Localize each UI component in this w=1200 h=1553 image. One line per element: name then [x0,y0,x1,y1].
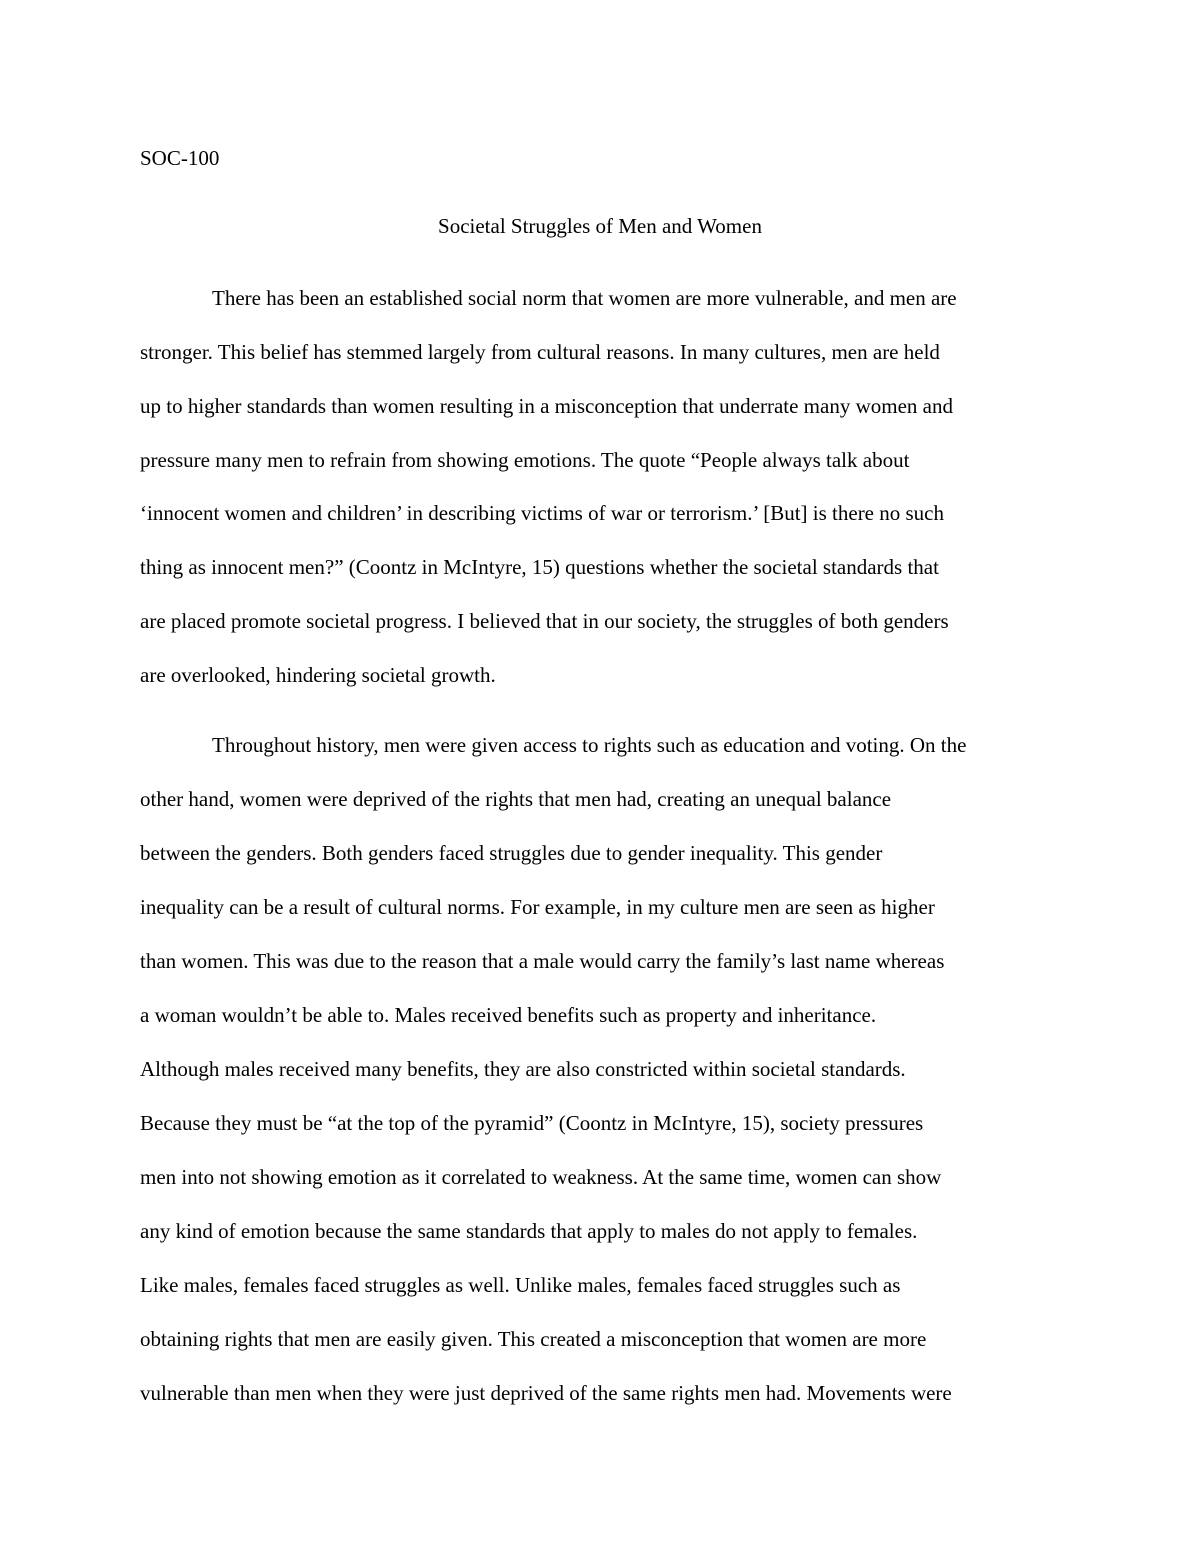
paragraph-line: Throughout history, men were given access to rights such as education and voting. On the [212,733,967,757]
paragraph-line: vulnerable than men when they were just deprived of the same rights men had. Movements were [140,1381,952,1405]
paragraph-line: men into not showing emotion as it correlated to weakness. At the same time, women can show [140,1165,942,1189]
paragraph-line: Although males received many benefits, they are also constricted within societal standards. [140,1057,906,1081]
paragraph-line: other hand, women were deprived of the rights that men had, creating an unequal balance [140,787,892,811]
paragraph-line: are overlooked, hindering societal growth. [140,663,496,687]
paragraph-line: stronger. This belief has stemmed largely from cultural reasons. In many cultures, men are held [140,340,940,364]
paragraph-line: are placed promote societal progress. I believed that in our society, the struggles of both genders [140,609,949,633]
paragraph-line: a woman wouldn’t be able to. Males received benefits such as property and inheritance. [140,1003,877,1027]
paragraph-line: ‘innocent women and children’ in describing victims of war or terrorism.’ [But] is there no such [140,501,944,525]
paragraph-line: thing as innocent men?” (Coontz in McIntyre, 15) questions whether the societal standards that [140,555,939,579]
paragraph-line: than women. This was due to the reason that a male would carry the family’s last name whereas [140,949,945,973]
paragraph-line: between the genders. Both genders faced struggles due to gender inequality. This gender [140,841,883,865]
paragraph-line: There has been an established social norm that women are more vulnerable, and men are [212,286,957,310]
paragraph-line: obtaining rights that men are easily given. This created a misconception that women are more [140,1327,927,1351]
paragraph-line: Like males, females faced struggles as well. Unlike males, females faced struggles such as [140,1273,901,1297]
document-title: Societal Struggles of Men and Women [438,214,762,238]
paragraph-line: any kind of emotion because the same standards that apply to males do not apply to females. [140,1219,918,1243]
paragraph-line: pressure many men to refrain from showing emotions. The quote “People always talk about [140,448,910,472]
paragraph-line: up to higher standards than women resulting in a misconception that underrate many women and [140,394,953,418]
paragraph-line: inequality can be a result of cultural norms. For example, in my culture men are seen as higher [140,895,935,919]
paragraph-line: Because they must be “at the top of the pyramid” (Coontz in McIntyre, 15), society pressures [140,1111,924,1135]
course-code: SOC-100 [140,146,220,170]
